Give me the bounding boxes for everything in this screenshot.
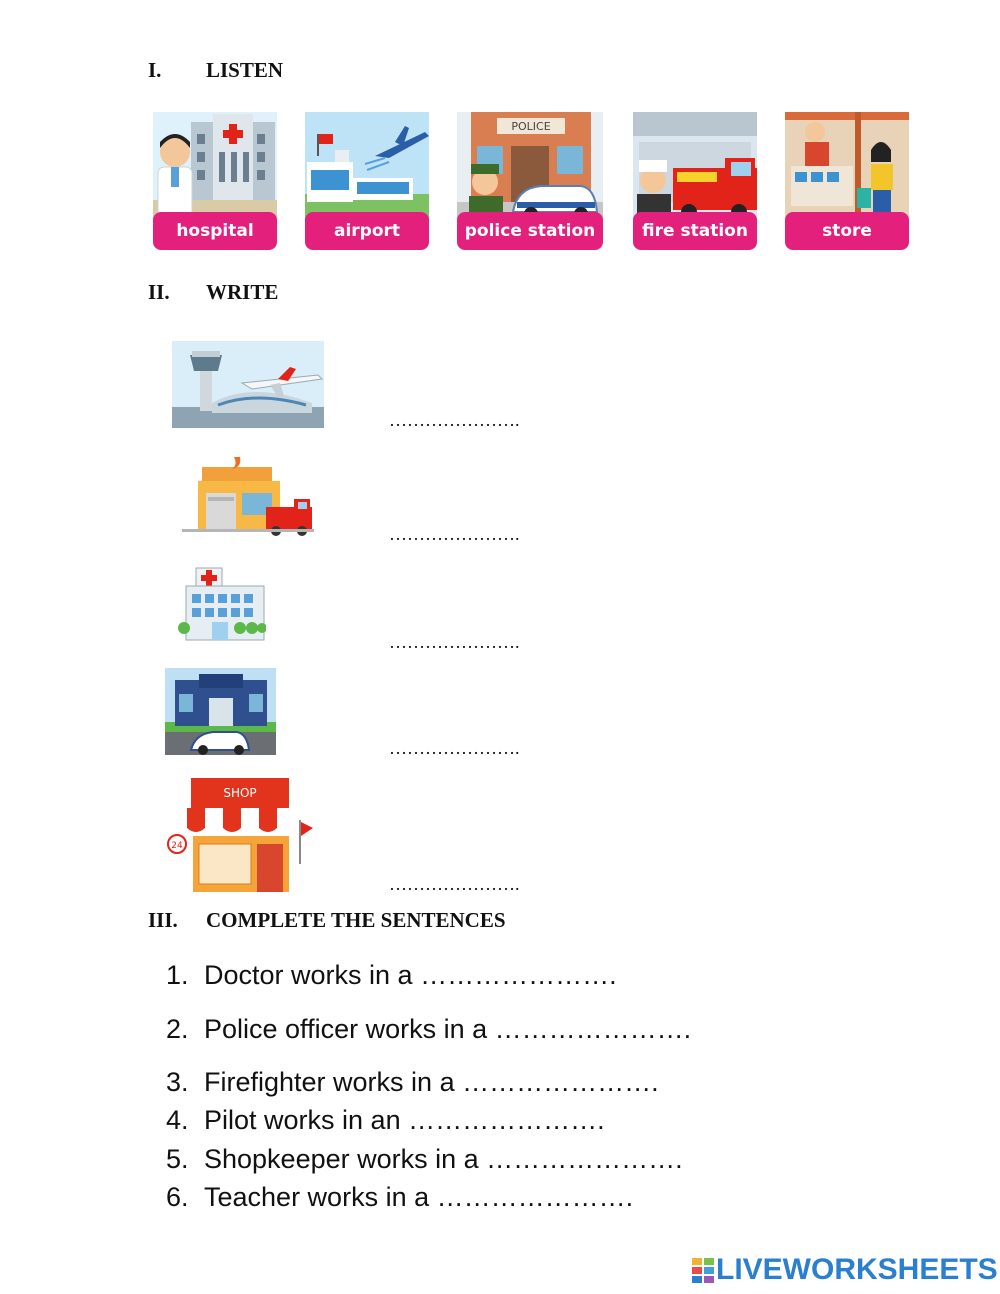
shop-hours-badge: 24 [171,841,183,851]
sentence-4[interactable]: 4. Pilot works in an …………………. [166,1105,605,1135]
liveworksheets-logo-icon [692,1256,716,1284]
sentence-3[interactable]: 3. Firefighter works in a …………………. [166,1067,659,1097]
section-listen-heading: I. LISTEN [148,58,284,82]
liveworksheets-logo [692,1252,998,1288]
listen-label: store [785,212,909,250]
section-complete-heading: III. COMPLETE THE SENTENCES [148,908,506,932]
airport-picture [172,341,324,428]
shop-picture [165,774,315,892]
write-answer-blank[interactable]: …………………. [389,524,520,544]
listen-label: fire station [633,212,757,250]
sentence-2[interactable]: 2. Police officer works in a …………………. [166,1014,692,1044]
listen-card-fire-station[interactable] [633,112,757,252]
sentence-5[interactable]: 5. Shopkeeper works in a …………………. [166,1144,683,1174]
police-station-scene-picture [457,112,603,222]
listen-label: police station [457,212,603,250]
listen-label: hospital [153,212,277,250]
listen-card-airport[interactable] [305,112,429,252]
listen-card-police-station[interactable] [457,112,603,252]
write-answer-blank[interactable]: …………………. [389,410,520,430]
police-sign-text: POLICE [511,120,551,133]
write-answer-blank[interactable]: …………………. [389,874,520,894]
listen-card-store[interactable] [785,112,909,252]
fire-station-scene-picture [633,112,757,222]
police-station-picture [165,668,276,755]
write-answer-blank[interactable]: …………………. [389,632,520,652]
listen-card-hospital[interactable] [153,112,277,252]
hospital-scene-picture [153,112,277,222]
sentence-6[interactable]: 6. Teacher works in a …………………. [166,1182,634,1212]
fire-station-picture [182,453,314,537]
shop-sign-text: SHOP [223,786,257,800]
write-answer-blank[interactable]: …………………. [389,738,520,758]
store-scene-picture [785,112,909,222]
hospital-picture [178,566,266,642]
section-write-heading: II. WRITE [148,280,279,304]
logo-text: LIVEWORKSHEETS [716,1253,998,1286]
sentence-1[interactable]: 1. Doctor works in a …………………. [166,960,617,990]
listen-label: airport [305,212,429,250]
airport-scene-picture [305,112,429,222]
